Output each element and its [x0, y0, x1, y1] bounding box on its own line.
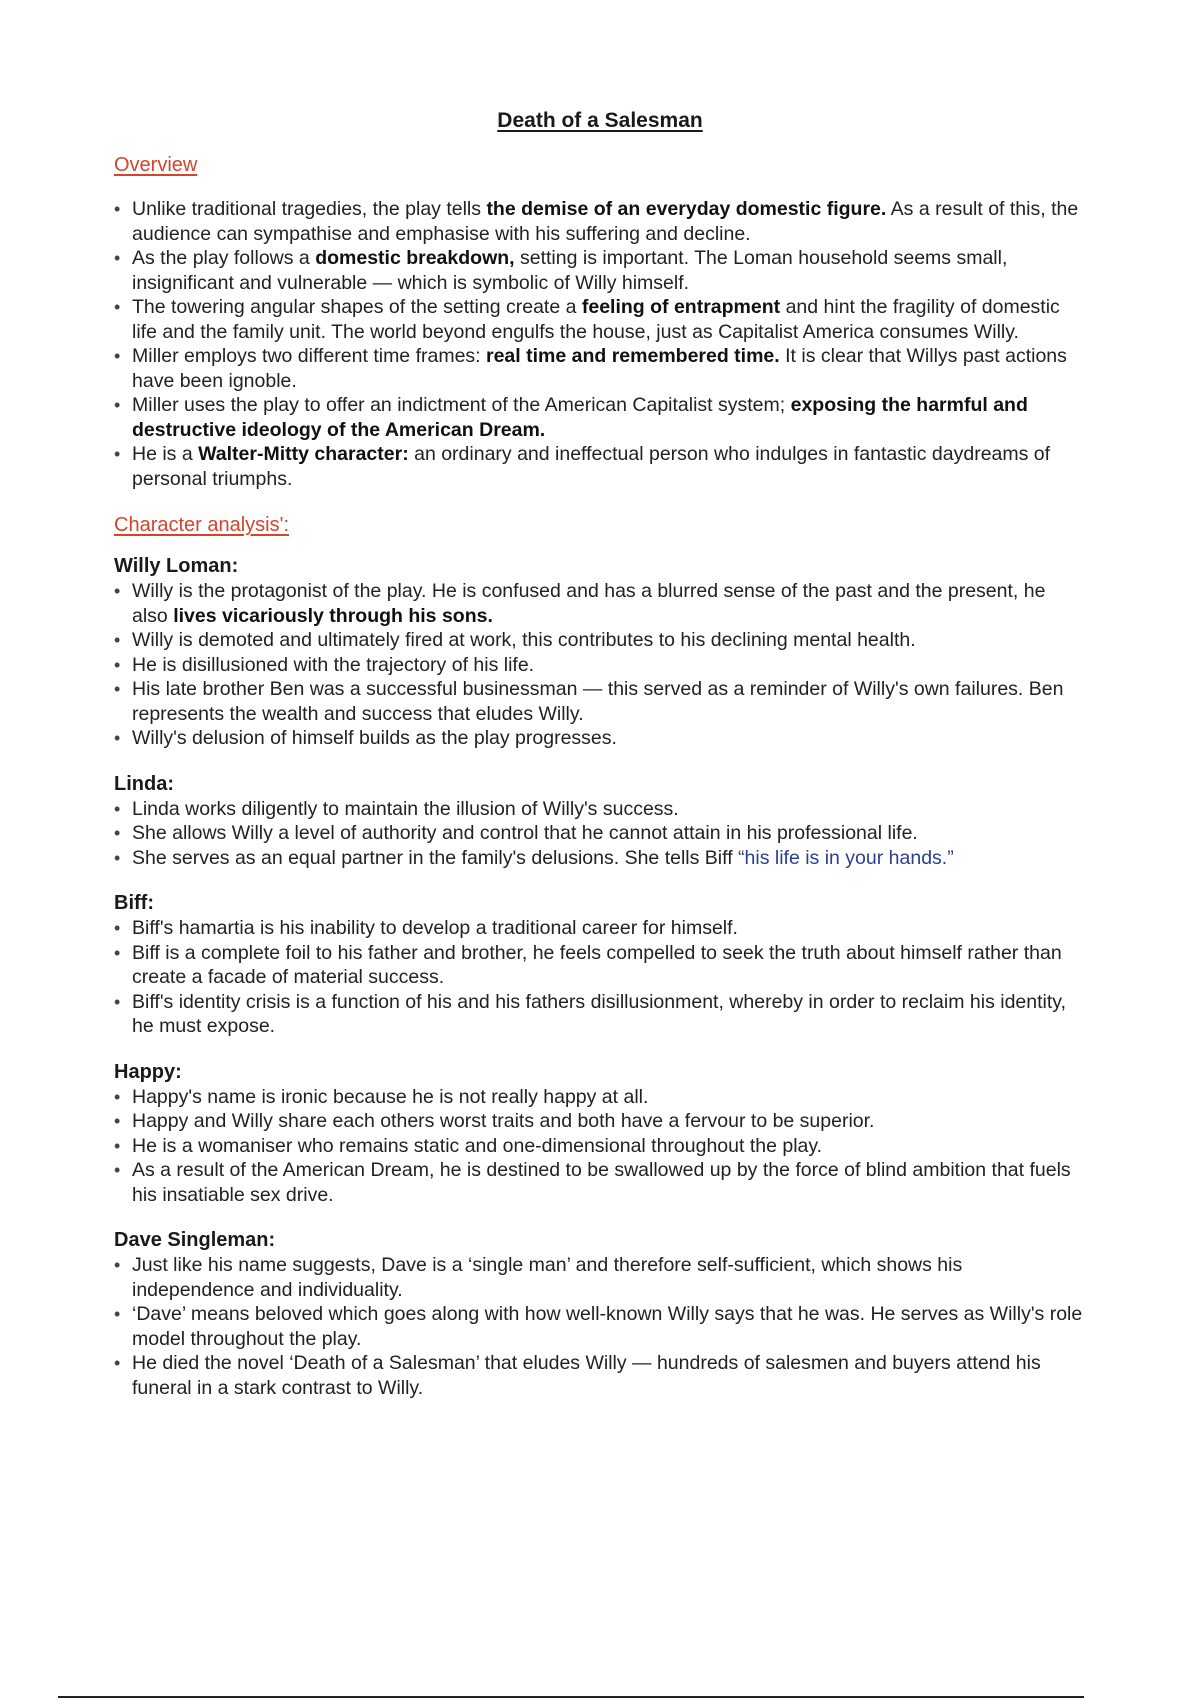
character-happy: [114, 1059, 1086, 1208]
list-item: • Biff is a complete foil to his father and brother, he feels compelled to seek the truth about himself rather than create a facade of material success.: [114, 941, 1086, 990]
list-item: • Linda works diligently to maintain the illusion of Willy's success.: [114, 797, 1086, 822]
character-list: [114, 1085, 1086, 1208]
list-item: • Miller employs two different time frames: real time and remembered time. It is clear that Willys past actions have been ignoble.: [114, 344, 1086, 393]
overview-section: [114, 197, 1086, 491]
list-item: • He died the novel ‘Death of a Salesman’ that eludes Willy — hundreds of salesmen and buyers attend his funeral in a stark contrast to Willy.: [114, 1351, 1086, 1400]
list-item: • She allows Willy a level of authority and control that he cannot attain in his professional life.: [114, 821, 1086, 846]
list-item: • Willy's delusion of himself builds as the play progresses.: [114, 726, 1086, 751]
list-item: • He is a Walter-Mitty character: an ordinary and ineffectual person who indulges in fantastic daydreams of personal triumphs.: [114, 442, 1086, 491]
list-item: • Biff's identity crisis is a function of his and his fathers disillusionment, whereby in order to reclaim his identity, he must expose.: [114, 990, 1086, 1039]
list-item: • Happy's name is ironic because he is not really happy at all.: [114, 1085, 1086, 1110]
document-page: [114, 108, 1086, 1420]
character-analysis-heading: Character analysis':: [114, 514, 289, 537]
list-item: • Willy is demoted and ultimately fired at work, this contributes to his declining mental health.: [114, 628, 1086, 653]
character-list: [114, 797, 1086, 871]
character-dave: [114, 1227, 1086, 1400]
page-bottom-divider: [58, 1696, 1084, 1698]
list-item: • Happy and Willy share each others worst traits and both have a fervour to be superior.: [114, 1109, 1086, 1134]
character-list: [114, 916, 1086, 1039]
character-name: Willy Loman:: [114, 555, 239, 578]
character-biff: [114, 890, 1086, 1039]
list-item: • She serves as an equal partner in the family's delusions. She tells Biff “his life is in your hands.”: [114, 846, 1086, 871]
character-list: [114, 1253, 1086, 1400]
character-willy: [114, 553, 1086, 751]
list-item: • As a result of the American Dream, he is destined to be swallowed up by the force of blind ambition that fuels his insatiable sex drive.: [114, 1158, 1086, 1207]
list-item: • Willy is the protagonist of the play. He is confused and has a blurred sense of the past and the present, he also lives vicariously through his sons.: [114, 579, 1086, 628]
page-title: Death of a Salesman: [497, 109, 703, 132]
character-name: Linda:: [114, 772, 174, 795]
character-list: [114, 579, 1086, 751]
list-item: • Unlike traditional tragedies, the play tells the demise of an everyday domestic figure. As a result of this, the audience can sympathise and emphasise with his suffering and decline.: [114, 197, 1086, 246]
overview-list: [114, 197, 1086, 491]
list-item: • His late brother Ben was a successful businessman — this served as a reminder of Willy's own failures. Ben represents the wealth and success that eludes Willy.: [114, 677, 1086, 726]
list-item: • Miller uses the play to offer an indictment of the American Capitalist system; exposing the harmful and destructive ideology of the American Dream.: [114, 393, 1086, 442]
list-item: • He is disillusioned with the trajectory of his life.: [114, 653, 1086, 678]
list-item: • As the play follows a domestic breakdown, setting is important. The Loman household seems small, insignificant and vulnerable — which is symbolic of Willy himself.: [114, 246, 1086, 295]
character-linda: [114, 771, 1086, 871]
character-name: Biff:: [114, 892, 154, 915]
quote: “his life is in your hands.”: [738, 846, 954, 869]
character-name: Dave Singleman:: [114, 1229, 276, 1252]
list-item: • The towering angular shapes of the setting create a feeling of entrapment and hint the fragility of domestic life and the family unit. The world beyond engulfs the house, just as Capitalist America consumes Willy.: [114, 295, 1086, 344]
list-item: • Just like his name suggests, Dave is a ‘single man’ and therefore self-sufficient, which shows his independence and individuality.: [114, 1253, 1086, 1302]
list-item: • Biff's hamartia is his inability to develop a traditional career for himself.: [114, 916, 1086, 941]
list-item: • He is a womaniser who remains static and one-dimensional throughout the play.: [114, 1134, 1086, 1159]
list-item: • ‘Dave’ means beloved which goes along with how well-known Willy says that he was. He serves as Willy's role model throughout the play.: [114, 1302, 1086, 1351]
overview-heading: Overview: [114, 154, 198, 177]
character-name: Happy:: [114, 1060, 182, 1083]
